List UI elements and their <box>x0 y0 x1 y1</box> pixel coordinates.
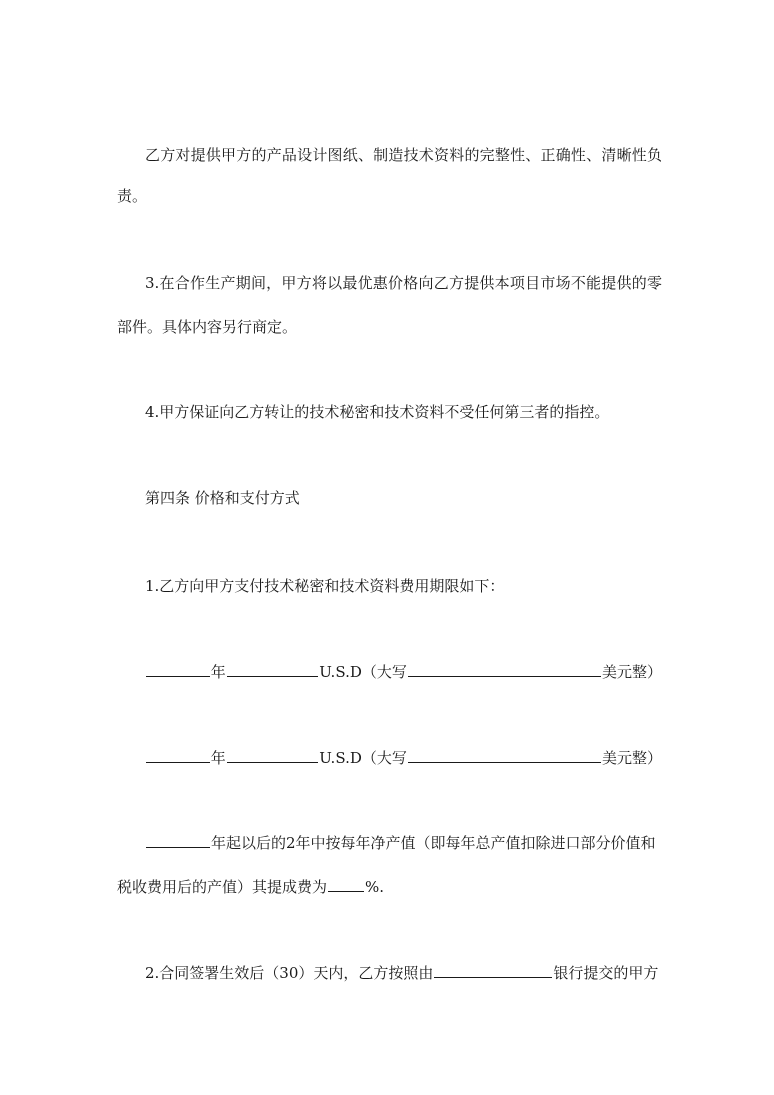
paragraph-2-line-1: 3.在合作生产期间，甲方将以最优惠价格向乙方提供本项目市场不能提供的零 <box>145 274 662 292</box>
paragraph-1-line-2: 责。 <box>117 187 148 205</box>
paragraph-5-line-1 <box>145 830 662 854</box>
usd-label: U.S.D（大写 <box>319 749 407 767</box>
paragraph-6 <box>145 960 662 984</box>
paragraph-2-line-2: 部件。具体内容另行商定。 <box>117 318 298 336</box>
paragraph-3: 4.甲方保证向乙方转让的技术秘密和技术资料不受任何第三者的指控。 <box>145 403 610 421</box>
usd-suffix: 美元整） <box>601 749 662 767</box>
paragraph-5-line-2-text: 税收费用后的产值）其提成费为 <box>117 878 328 896</box>
percent-suffix: %. <box>365 878 385 896</box>
rate-blank[interactable] <box>328 874 364 892</box>
usd-suffix: 美元整） <box>601 663 662 681</box>
paragraph-5-line-2 <box>117 874 662 898</box>
amount-words-blank[interactable] <box>408 745 601 763</box>
payment-row-2 <box>145 745 662 769</box>
payment-row-1 <box>145 659 662 683</box>
paragraph-6-prefix: 2.合同签署生效后（30）天内，乙方按照由 <box>145 964 434 982</box>
bank-blank[interactable] <box>434 960 552 978</box>
year-label: 年 <box>210 663 226 681</box>
section-heading: 第四条 价格和支付方式 <box>145 489 300 507</box>
amount-words-blank[interactable] <box>408 659 601 677</box>
paragraph-6-suffix: 银行提交的甲方 <box>553 964 659 982</box>
amount-blank[interactable] <box>227 659 319 677</box>
start-year-blank[interactable] <box>146 830 210 848</box>
paragraph-5-text: 年起以后的2年中按每年净产值（即每年总产值扣除进口部分价值和 <box>211 834 656 852</box>
paragraph-1-line-1: 乙方对提供甲方的产品设计图纸、制造技术资料的完整性、正确性、清晰性负 <box>145 146 662 164</box>
paragraph-4: 1.乙方向甲方支付技术秘密和技术资料费用期限如下： <box>145 577 505 595</box>
year-blank[interactable] <box>146 745 210 763</box>
usd-label: U.S.D（大写 <box>319 663 407 681</box>
year-label: 年 <box>210 749 226 767</box>
year-blank[interactable] <box>146 659 210 677</box>
amount-blank[interactable] <box>227 745 319 763</box>
